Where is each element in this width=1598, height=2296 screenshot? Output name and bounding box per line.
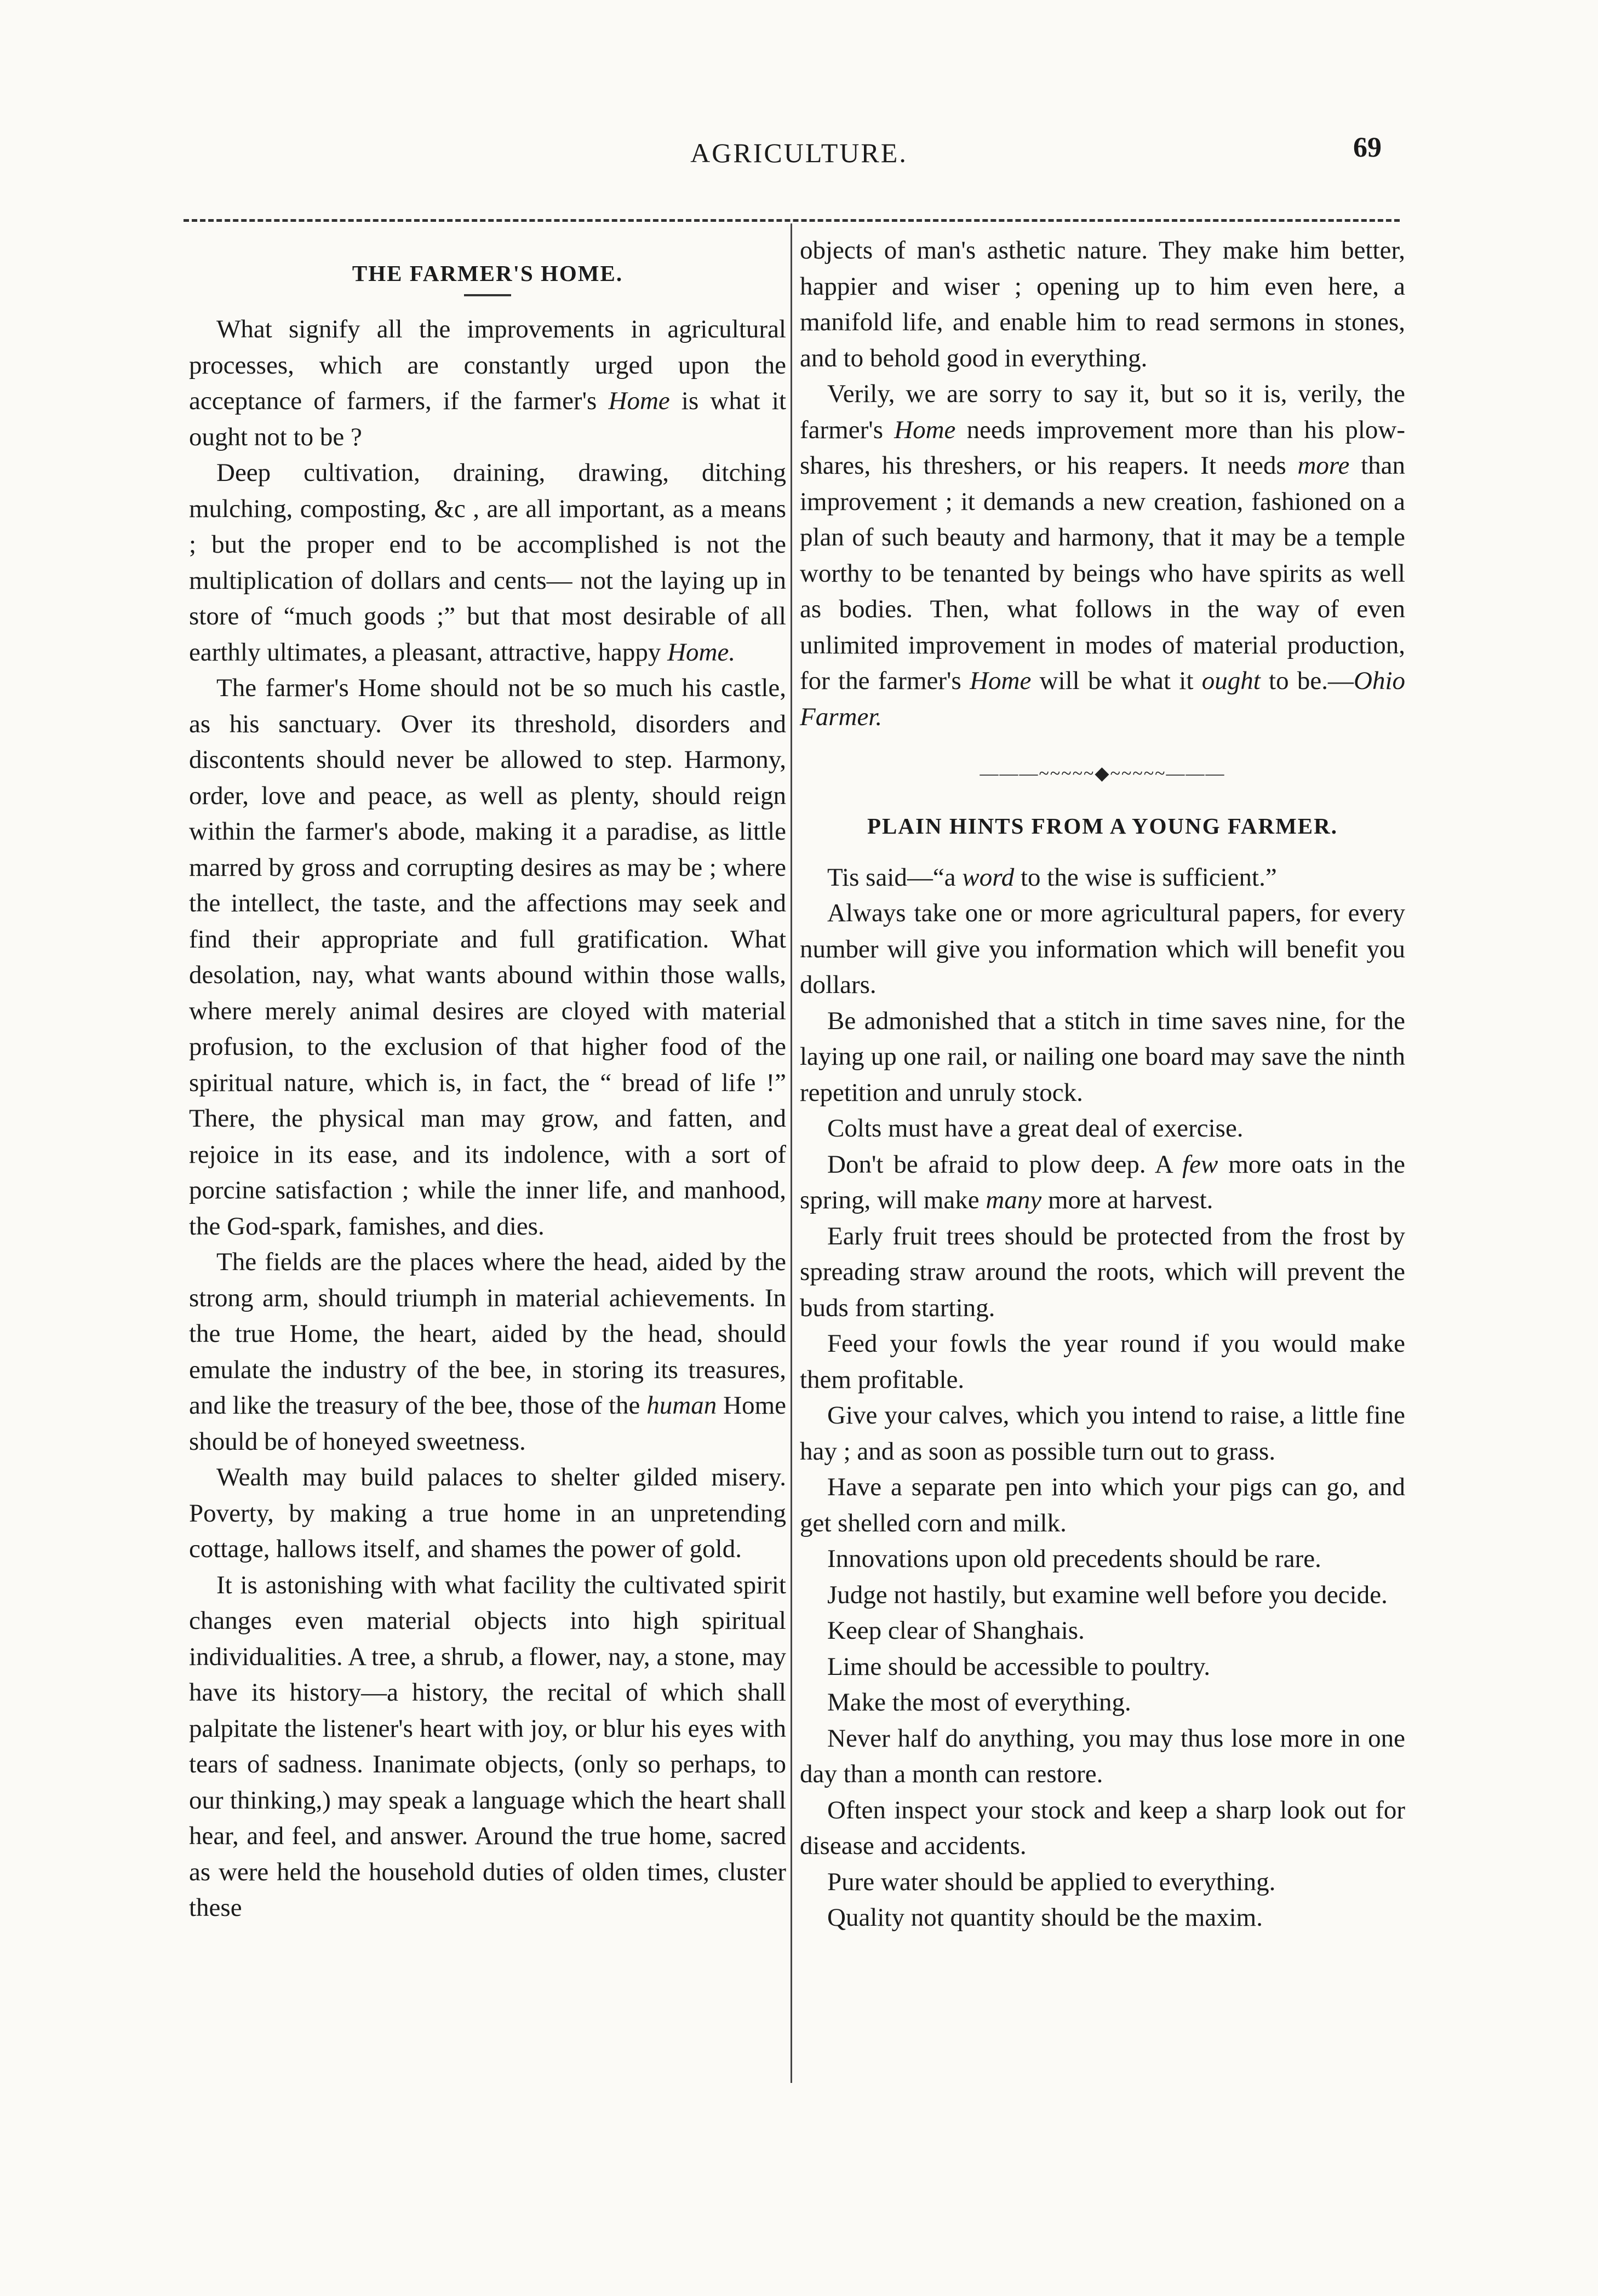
hint: Innovations upon old precedents should be rare.: [827, 1545, 1321, 1573]
page-number: 69: [1353, 132, 1382, 163]
hint: Judge not hastily, but examine well before you decide.: [827, 1580, 1388, 1609]
hint: Quality not quantity should be the maxim.: [827, 1903, 1263, 1932]
ornament-divider: ———~~~~~◆~~~~~———: [980, 764, 1225, 784]
paragraph: Deep cultivation, draining, drawing, ditching mulching, composting, &c , are all important, as a means ; but the proper end to be accomplished is not the multiplication of dollars and cents— not the laying up in store of “much goods ;” but that most desirable of all earthly ultimates, a pleasant, attractive, happy Home.: [189, 458, 786, 667]
hint: Pure water should be applied to everything.: [827, 1867, 1276, 1896]
paragraph: Verily, we are sorry to say it, but so it is, verily, the farmer's Home needs improvement more than his plow-shares, his threshers, or his reapers. It needs more than improvement ; it demands a new creation, fashioned on a plan of such beauty and harmony, that it may be a temple worthy to be tenanted by beings who have spirits as well as bodies. Then, what follows in the way of even unlimited improvement in modes of material production, for the farmer's Home will be what it ought to be.—Ohio Farmer.: [800, 380, 1406, 731]
title-dash: [464, 294, 511, 307]
hint: Tis said—“a word to the wise is sufficient.”: [827, 863, 1277, 892]
hint: Feed your fowls the year round if you would make them profitable.: [800, 1329, 1405, 1394]
paragraph: It is astonishing with what facility the cultivated spirit changes even material objects into high spiritual individualities. A tree, a shrub, a flower, nay, a stone, may have its history—a history, the recital of which shall palpitate the listener's heart with joy, or blur his eyes with tears of sadness. Inanimate objects, (only so perhaps, to our thinking,) may speak a language which the heart shall hear, and feel, and answer. Around the true home, sacred as were held the household duties of olden times, cluster these: [189, 1570, 786, 1922]
hint: Colts must have a great deal of exercise.: [827, 1114, 1244, 1143]
title-spacer: [800, 850, 1405, 860]
hint: Often inspect your stock and keep a sharp look out for disease and accidents.: [800, 1795, 1405, 1860]
paragraph: objects of man's asthetic nature. They make him better, happier and wiser ; opening up to him even here, a manifold life, and enable him to read sermons in stones, and to behold good in everything.: [800, 236, 1405, 372]
hint: Early fruit trees should be protected from the frost by spreading straw around the roots, which will prevent the buds from starting.: [800, 1221, 1405, 1322]
paragraph: Wealth may build palaces to shelter gilded misery. Poverty, by making a true home in an unpretending cottage, hallows itself, and shames the power of gold.: [189, 1463, 786, 1563]
hint: Be admonished that a stitch in time saves nine, for the laying up one rail, or nailing one board may save the ninth repetition and unruly stock.: [800, 1006, 1405, 1107]
column-divider: [791, 223, 792, 2083]
paragraph: The farmer's Home should not be so much his castle, as his sanctuary. Over its threshold, disorders and discontents should never be allowed to step. Harmony, order, love and peace, as well as plenty, should reign within the farmer's abode, making it a paradise, as little marred by gross and corrupting desires as may be ; where the intellect, the taste, and the affections may seek and find their appropriate and full gratification. What desolation, nay, what wants abound within those walls, where merely animal desires are cloyed with material profusion, to the exclusion of that higher food of the spiritual nature, which is, in fact, the “ bread of life !” There, the physical man may grow, and fatten, and rejoice in its ease, and its indolence, with a sort of porcine satisfaction ; while the inner life, and manhood, the God-spark, famishes, and dies.: [189, 674, 786, 1241]
hint: Have a separate pen into which your pigs can go, and get shelled corn and milk.: [800, 1473, 1405, 1537]
paragraph: What signify all the improvements in agricultural processes, which are constantly urged upon the acceptance of farmers, if the farmer's Home is what it ought not to be ?: [189, 315, 787, 451]
right-column: [800, 233, 1405, 1936]
hint: Give your calves, which you intend to raise, a little fine hay ; and as soon as possible turn out to grass.: [800, 1401, 1405, 1466]
hint: Always take one or more agricultural papers, for every number will give you information which will benefit you dollars.: [800, 899, 1405, 999]
left-column: [189, 233, 786, 1926]
hint: Never half do anything, you may thus lose more in one day than a month can restore.: [800, 1724, 1405, 1788]
article-title-farmers-home: THE FARMER'S HOME.: [352, 261, 623, 286]
hint: Keep clear of Shanghais.: [827, 1616, 1085, 1645]
running-head: AGRICULTURE.: [690, 137, 908, 168]
article-title-plain-hints: PLAIN HINTS FROM A YOUNG FARMER.: [867, 813, 1338, 839]
hint: Make the most of everything.: [827, 1688, 1131, 1717]
hint: Don't be afraid to plow deep. A few more oats in the spring, will make many more at harvest.: [800, 1150, 1405, 1214]
hint: Lime should be accessible to poultry.: [827, 1652, 1211, 1681]
header-rule: [184, 219, 1400, 222]
paragraph: The fields are the places where the head, aided by the strong arm, should triumph in material achievements. In the true Home, the heart, aided by the head, should emulate the industry of the bee, in storing its treasures, and like the treasury of the bee, those of the human Home should be of honeyed sweetness.: [189, 1248, 786, 1456]
